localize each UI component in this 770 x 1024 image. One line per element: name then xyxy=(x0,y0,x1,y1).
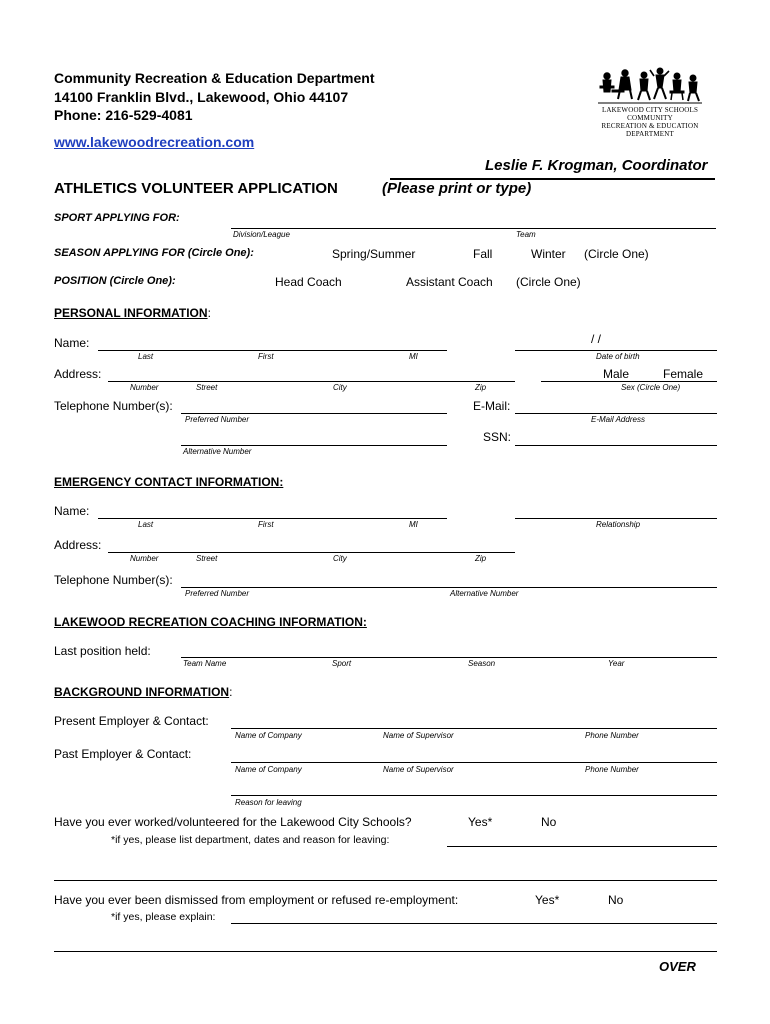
coordinator-name: Leslie F. Krogman, Coordinator xyxy=(485,157,708,174)
address-sub-number: Number xyxy=(130,383,159,392)
background-heading xyxy=(54,685,232,699)
position-circle-one: (Circle One) xyxy=(516,275,581,289)
coaching-sub-year: Year xyxy=(608,659,625,668)
phone-input-line[interactable] xyxy=(181,413,447,414)
reason-input-line[interactable] xyxy=(231,795,717,796)
division-sub: Division/League xyxy=(233,230,290,239)
season-circle-one: (Circle One) xyxy=(584,247,649,261)
position-assistant-coach[interactable]: Assistant Coach xyxy=(406,275,493,289)
past-sub-supervisor: Name of Supervisor xyxy=(383,765,454,774)
address-input-line[interactable] xyxy=(108,381,515,382)
dob-input-line[interactable] xyxy=(515,350,717,351)
em-name-label: Name: xyxy=(54,504,90,518)
address-sub-street: Street xyxy=(196,383,218,392)
present-employer-label: Present Employer & Contact: xyxy=(54,714,209,728)
name-label: Name: xyxy=(54,336,90,350)
background-heading-colon: : xyxy=(229,685,233,699)
em-address-sub-street: Street xyxy=(196,554,218,563)
q1-explain-line-1[interactable] xyxy=(447,846,717,847)
q1-yes[interactable]: Yes* xyxy=(468,815,493,829)
name-sub-first: First xyxy=(258,352,274,361)
season-winter[interactable]: Winter xyxy=(531,247,566,261)
relationship-sub: Relationship xyxy=(596,520,641,529)
season-spring-summer[interactable]: Spring/Summer xyxy=(332,247,416,261)
personal-heading-colon: : xyxy=(207,306,211,320)
past-employer-label: Past Employer & Contact: xyxy=(54,747,192,761)
em-name-sub-first: First xyxy=(258,520,274,529)
org-name: Community Recreation & Education Department xyxy=(54,70,375,86)
coaching-sub-team: Team Name xyxy=(183,659,227,668)
em-name-input-line[interactable] xyxy=(98,518,447,519)
alt-phone-sub: Alternative Number xyxy=(183,447,252,456)
website-link[interactable]: www.lakewoodrecreation.com xyxy=(54,134,255,150)
present-sub-supervisor: Name of Supervisor xyxy=(383,731,454,740)
dob-sub: Date of birth xyxy=(596,352,640,361)
em-address-input-line[interactable] xyxy=(108,552,515,553)
ssn-label: SSN: xyxy=(483,430,512,444)
season-fall[interactable]: Fall xyxy=(473,247,493,261)
q2-yes[interactable]: Yes* xyxy=(535,893,560,907)
logo-figures-icon xyxy=(598,66,702,104)
present-sub-company: Name of Company xyxy=(235,731,302,740)
background-heading-text: BACKGROUND INFORMATION xyxy=(54,685,230,699)
season-label: SEASON APPLYING FOR (Circle One): xyxy=(54,247,254,259)
personal-heading xyxy=(54,306,211,320)
q2-explain-line-2[interactable] xyxy=(54,951,717,952)
coaching-sub-sport: Sport xyxy=(332,659,352,668)
q1-no[interactable]: No xyxy=(541,815,557,829)
position-label: POSITION (Circle One): xyxy=(54,275,176,287)
org-phone: Phone: 216-529-4081 xyxy=(54,107,193,123)
logo-line-3: RECREATION & EDUCATION xyxy=(601,122,699,130)
email-label: E-Mail: xyxy=(473,399,511,413)
past-sub-phone: Phone Number xyxy=(585,765,639,774)
logo-line-1: LAKEWOOD CITY SCHOOLS xyxy=(601,106,699,114)
address-sub-city: City xyxy=(333,383,347,392)
logo-line-2: COMMUNITY xyxy=(627,114,673,122)
email-input-line[interactable] xyxy=(515,413,717,414)
print-note: (Please print or type) xyxy=(382,180,532,197)
em-address-sub-city: City xyxy=(333,554,347,563)
past-employer-input-line[interactable] xyxy=(231,762,717,763)
em-name-sub-mi: MI xyxy=(409,520,418,529)
phone-label: Telephone Number(s): xyxy=(54,399,173,413)
over-label: OVER xyxy=(659,959,696,974)
team-sub: Team xyxy=(516,230,536,239)
last-position-input-line[interactable] xyxy=(181,657,717,658)
em-phone-input-line[interactable] xyxy=(181,587,717,588)
name-sub-last: Last xyxy=(138,352,154,361)
name-input-line[interactable] xyxy=(98,350,447,351)
school-logo xyxy=(598,66,702,138)
em-address-sub-zip: Zip xyxy=(475,554,487,563)
ssn-input-line[interactable] xyxy=(515,445,717,446)
q2-note: *if yes, please explain: xyxy=(111,911,216,923)
relationship-input-line[interactable] xyxy=(515,518,717,519)
em-alt-sub: Alternative Number xyxy=(450,589,519,598)
em-name-sub-last: Last xyxy=(138,520,154,529)
sport-label: SPORT APPLYING FOR: xyxy=(54,212,180,224)
position-head-coach[interactable]: Head Coach xyxy=(275,275,342,289)
sex-sub: Sex (Circle One) xyxy=(621,383,681,392)
q1-text: Have you ever worked/volunteered for the Lakewood City Schools? xyxy=(54,815,412,829)
q2-no[interactable]: No xyxy=(608,893,624,907)
q2-explain-line-1[interactable] xyxy=(231,923,717,924)
sex-male[interactable]: Male xyxy=(603,367,630,381)
em-phone-sub: Preferred Number xyxy=(185,589,250,598)
present-sub-phone: Phone Number xyxy=(585,731,639,740)
emergency-heading: EMERGENCY CONTACT INFORMATION: xyxy=(54,475,284,489)
q1-note: *if yes, please list department, dates and reason for leaving: xyxy=(111,834,390,846)
coaching-heading: LAKEWOOD RECREATION COACHING INFORMATION: xyxy=(54,615,367,629)
q2-text: Have you ever been dismissed from employment or refused re-employment: xyxy=(54,893,459,907)
em-address-label: Address: xyxy=(54,538,102,552)
form-title: ATHLETICS VOLUNTEER APPLICATION xyxy=(54,180,338,197)
em-phone-label: Telephone Number(s): xyxy=(54,573,173,587)
past-sub-company: Name of Company xyxy=(235,765,302,774)
logo-line-4: DEPARTMENT xyxy=(626,130,674,138)
alt-phone-input-line[interactable] xyxy=(181,445,447,446)
sex-line xyxy=(541,381,717,382)
name-sub-mi: MI xyxy=(409,352,418,361)
address-sub-zip: Zip xyxy=(475,383,487,392)
coaching-sub-season: Season xyxy=(468,659,496,668)
reason-sub: Reason for leaving xyxy=(235,798,302,807)
address-label: Address: xyxy=(54,367,102,381)
sex-female[interactable]: Female xyxy=(663,367,704,381)
personal-heading-text: PERSONAL INFORMATION xyxy=(54,306,208,320)
org-address: 14100 Franklin Blvd., Lakewood, Ohio 44107 xyxy=(54,89,349,105)
dob-slashes: / / xyxy=(591,332,602,346)
present-employer-input-line[interactable] xyxy=(231,728,717,729)
sport-input-line[interactable] xyxy=(231,228,716,229)
email-sub: E-Mail Address xyxy=(591,415,645,424)
last-position-label: Last position held: xyxy=(54,644,151,658)
q1-explain-line-2[interactable] xyxy=(54,880,717,881)
em-address-sub-number: Number xyxy=(130,554,159,563)
phone-sub: Preferred Number xyxy=(185,415,250,424)
